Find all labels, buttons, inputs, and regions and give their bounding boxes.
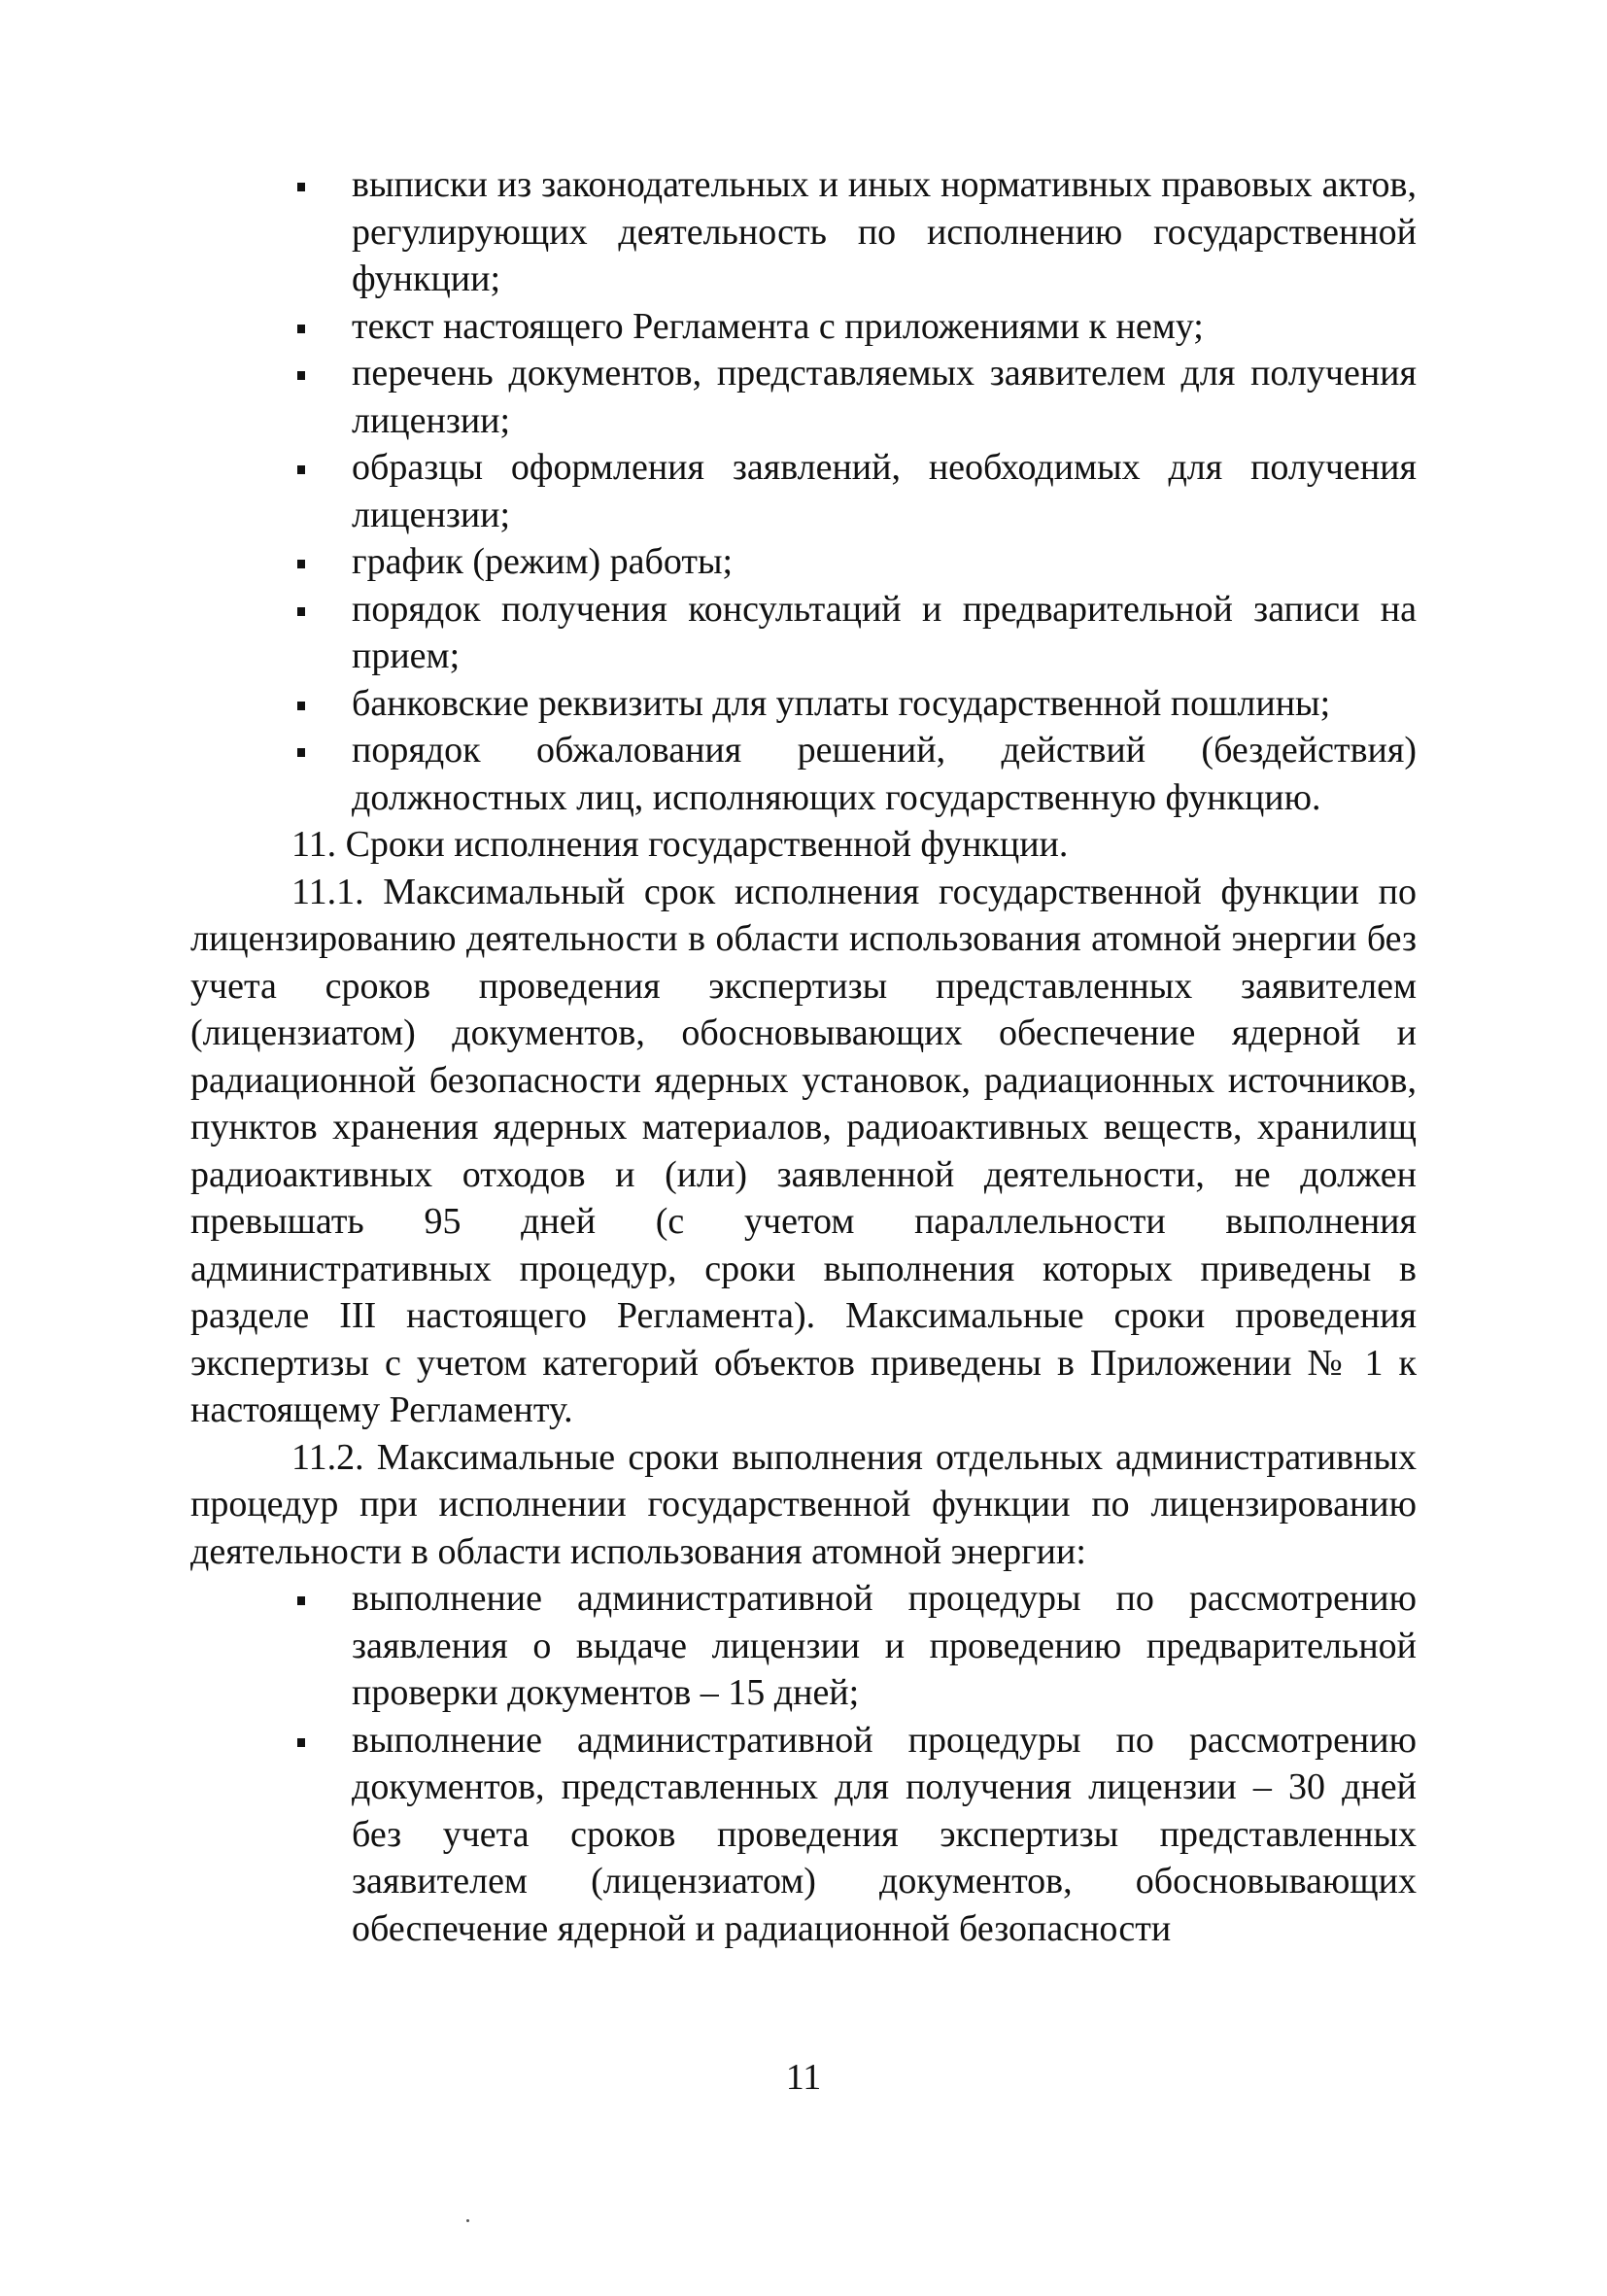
list-item: банковские реквизиты для уплаты государственной пошлины; <box>190 680 1417 728</box>
list-item: выполнение административной процедуры по рассмотрению заявления о выдаче лицензии и проведению предварительной проверки документов – 15 дней; <box>190 1575 1417 1717</box>
list-item: перечень документов, представляемых заявителем для получения лицензии; <box>190 350 1417 444</box>
list-item: порядок обжалования решений, действий (бездействия) должностных лиц, исполняющих государственную функцию. <box>190 727 1417 821</box>
document-body <box>190 161 1417 1952</box>
paragraph-11-1: 11.1. Максимальный срок исполнения государственной функции по лицензированию деятельности в области использования атомной энергии без учета сроков проведения экспертизы представленных заявителем (лицензиатом) документов, обосновывающих обеспечение ядерной и радиационной безопасности ядерных установок, радиационных источников, пунктов хранения ядерных материалов, радиоактивных веществ, хранилищ радиоактивных отходов и (или) заявленной деятельности, не должен превышать 95 дней (с учетом параллельности выполнения административных процедур, сроки выполнения которых приведены в разделе III настоящего Регламента). Максимальные сроки проведения экспертизы с учетом категорий объектов приведены в Приложении № 1 к настоящему Регламенту. <box>190 871 1417 1430</box>
list-item: текст настоящего Регламента с приложениями к нему; <box>190 303 1417 351</box>
scan-speck <box>466 2219 469 2222</box>
paragraph-11-2: 11.2. Максимальные сроки выполнения отдельных административных процедур при исполнении государственной функции по лицензированию деятельности в области использования атомной энергии: <box>190 1436 1417 1572</box>
list-item: выполнение административной процедуры по рассмотрению документов, представленных для получения лицензии – 30 дней без учета сроков проведения экспертизы представленных заявителем (лицензиатом) документов, обосновывающих обеспечение ядерной и радиационной безопасности <box>190 1717 1417 1953</box>
list-item: выписки из законодательных и иных нормативных правовых актов, регулирующих деятельность по исполнению государственной функции; <box>190 161 1417 303</box>
list-item: график (режим) работы; <box>190 538 1417 586</box>
intro-bullet-list <box>190 161 1417 821</box>
page-number: 11 <box>785 2057 822 2098</box>
list-item: образцы оформления заявлений, необходимых для получения лицензии; <box>190 444 1417 538</box>
list-item: порядок получения консультаций и предварительной записи на прием; <box>190 586 1417 680</box>
procedure-bullet-list <box>190 1575 1417 1952</box>
section-heading: 11. Сроки исполнения государственной функции. <box>291 824 1069 865</box>
